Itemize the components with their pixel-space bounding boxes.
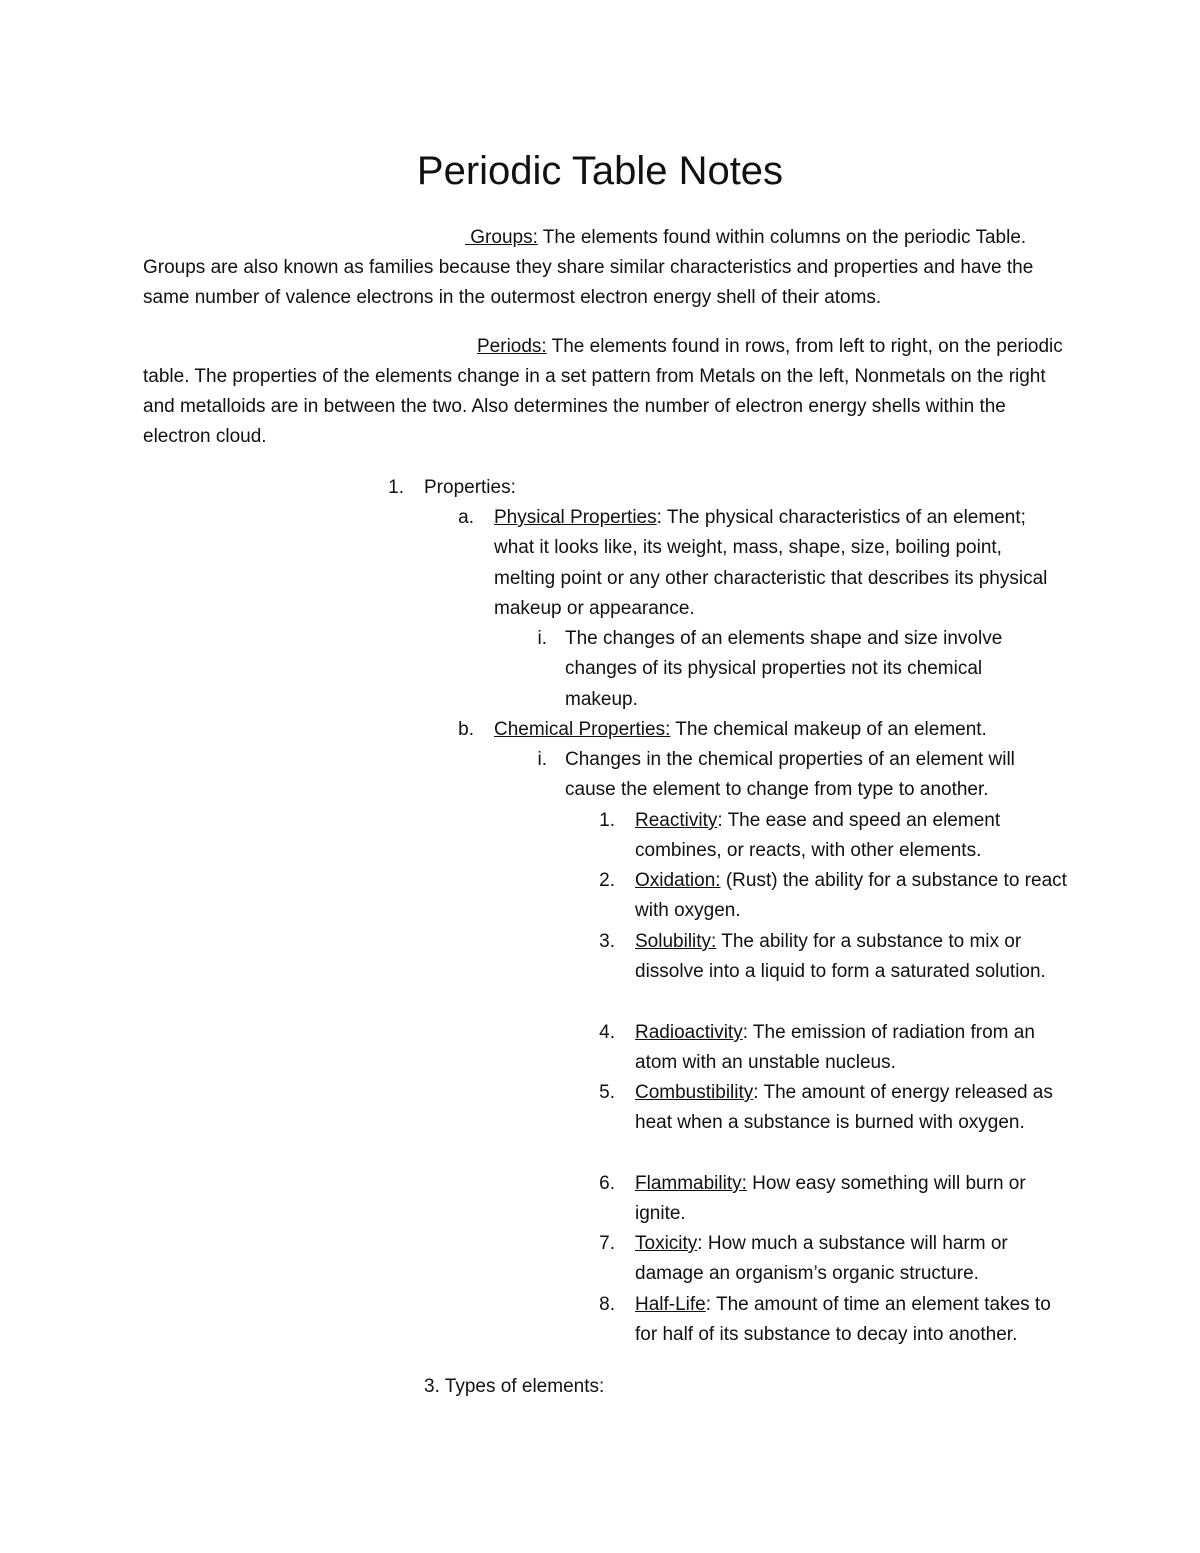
periods-paragraph — [143, 332, 1073, 452]
list-marker: b. — [458, 719, 474, 740]
list-marker: 1. — [388, 477, 404, 498]
list-marker: 8. — [599, 1294, 615, 1315]
list-marker: 3. — [599, 931, 615, 952]
list-item-toxicity — [599, 1229, 1075, 1290]
periods-term: Periods: — [477, 336, 547, 357]
list-item-combustibility — [599, 1078, 1075, 1139]
term: Solubility: — [635, 931, 717, 952]
list-item-radioactivity — [599, 1018, 1075, 1079]
list-item-reactivity — [599, 806, 1075, 867]
types-of-elements-heading — [424, 1372, 604, 1402]
physical-properties-item — [458, 503, 1054, 624]
list-marker: i. — [537, 628, 547, 649]
chemical-sub-item — [537, 745, 1045, 806]
list-marker: 5. — [599, 1082, 615, 1103]
list-marker: 3. — [424, 1376, 440, 1397]
properties-heading — [388, 473, 1044, 503]
physical-properties-term: Physical Properties — [494, 507, 657, 528]
list-marker: i. — [537, 749, 547, 770]
page-title: Periodic Table Notes — [416, 149, 784, 193]
groups-term: Groups: — [470, 227, 538, 248]
properties-label: Properties: — [424, 477, 516, 498]
groups-definition: The elements found within columns on the periodic Table. Groups are also known as families because they share similar characteristics and properties and have the same number of valence electrons in the outermost electron energy shell of their atoms. — [143, 227, 1034, 308]
definition: How easy something will burn or ignite. — [635, 1173, 1026, 1225]
term: Toxicity — [635, 1233, 698, 1254]
periods-definition: The elements found in rows, from left to right, on the periodic table. The properties of the elements change in a set pattern from Metals on the left, Nonmetals on the right and metalloids are in between the two. Also determines the number of electron energy shells within the electron cloud. — [143, 336, 1063, 447]
list-marker: a. — [458, 507, 474, 528]
physical-sub-item — [537, 624, 1045, 715]
term: Reactivity — [635, 810, 718, 831]
physical-properties-definition: : The physical characteristics of an element; what it looks like, its weight, mass, shape, size, boiling point, melting point or any other characteristic that describes its physical makeup or appearance. — [494, 507, 1048, 619]
term: Combustibility — [635, 1082, 754, 1103]
term: Flammability: — [635, 1173, 747, 1194]
term: Oxidation: — [635, 870, 721, 891]
term: Radioactivity — [635, 1022, 743, 1043]
definition: : The amount of time an element takes to for half of its substance to decay into another. — [635, 1294, 1051, 1346]
groups-paragraph — [143, 223, 1073, 313]
types-label: Types of elements: — [439, 1376, 605, 1397]
list-marker: 4. — [599, 1022, 615, 1043]
list-marker: 6. — [599, 1173, 615, 1194]
list-marker: 7. — [599, 1233, 615, 1254]
chemical-properties-definition: The chemical makeup of an element. — [670, 719, 987, 740]
definition: The ability for a substance to mix or dissolve into a liquid to form a saturated solution. — [635, 931, 1046, 983]
chemical-properties-term: Chemical Properties: — [494, 719, 671, 740]
definition: : The ease and speed an element combines, or reacts, with other elements. — [635, 810, 1001, 862]
list-item-flammability — [599, 1169, 1075, 1230]
list-item-oxidation — [599, 866, 1075, 927]
list-marker: 1. — [599, 810, 615, 831]
definition: (Rust) the ability for a substance to react with oxygen. — [635, 870, 1067, 922]
chemical-sub-text: Changes in the chemical properties of an element will cause the element to change from type to another. — [565, 749, 1015, 801]
physical-sub-text: The changes of an elements shape and size involve changes of its physical properties not its chemical makeup. — [565, 628, 1003, 710]
definition: : How much a substance will harm or damage an organism’s organic structure. — [635, 1233, 1008, 1285]
definition: : The emission of radiation from an atom with an unstable nucleus. — [635, 1022, 1035, 1074]
term: Half-Life — [635, 1294, 706, 1315]
list-item-solubility — [599, 927, 1075, 988]
chemical-properties-item — [458, 715, 1054, 745]
definition: : The amount of energy released as heat when a substance is burned with oxygen. — [635, 1082, 1053, 1134]
list-marker: 2. — [599, 870, 615, 891]
list-item-half-life — [599, 1290, 1075, 1351]
